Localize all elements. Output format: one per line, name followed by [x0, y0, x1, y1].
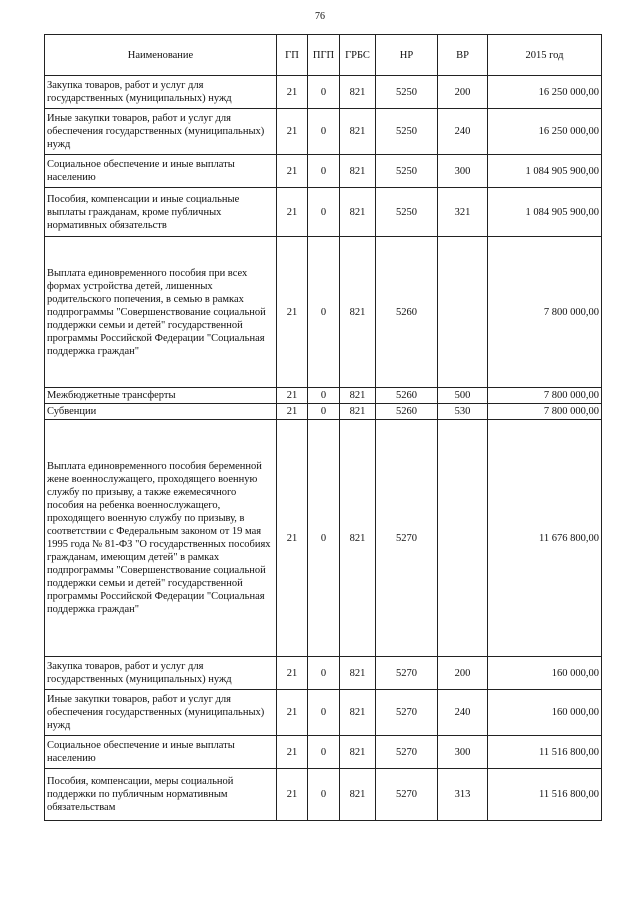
row-name: Пособия, компенсации и иные социальные выплаты гражданам, кроме публичных нормативных обязательств [45, 188, 277, 237]
row-gp: 21 [277, 388, 308, 404]
row-pgp: 0 [308, 188, 340, 237]
row-grbs: 821 [340, 690, 376, 736]
row-amount: 160 000,00 [488, 657, 602, 690]
row-gp: 21 [277, 237, 308, 388]
row-amount: 7 800 000,00 [488, 388, 602, 404]
row-np: 5250 [376, 188, 438, 237]
row-vr: 200 [438, 76, 488, 109]
row-amount: 11 516 800,00 [488, 736, 602, 769]
row-pgp: 0 [308, 404, 340, 420]
row-np: 5270 [376, 657, 438, 690]
table-row [45, 657, 602, 690]
row-name: Социальное обеспечение и иные выплаты населению [45, 155, 277, 188]
row-gp: 21 [277, 155, 308, 188]
row-grbs: 821 [340, 404, 376, 420]
row-np: 5260 [376, 388, 438, 404]
row-name: Закупка товаров, работ и услуг для государственных (муниципальных) нужд [45, 657, 277, 690]
row-vr: 240 [438, 690, 488, 736]
row-amount: 16 250 000,00 [488, 109, 602, 155]
table-row [45, 690, 602, 736]
row-np: 5250 [376, 76, 438, 109]
row-grbs: 821 [340, 237, 376, 388]
table-row [45, 76, 602, 109]
row-gp: 21 [277, 736, 308, 769]
table-row [45, 237, 602, 388]
row-np: 5270 [376, 736, 438, 769]
row-gp: 21 [277, 76, 308, 109]
header-grbs: ГРБС [340, 35, 376, 76]
row-np: 5270 [376, 690, 438, 736]
header-gp: ГП [277, 35, 308, 76]
row-amount: 7 800 000,00 [488, 237, 602, 388]
row-vr: 240 [438, 109, 488, 155]
row-vr: 313 [438, 769, 488, 821]
table-row [45, 769, 602, 821]
row-np: 5250 [376, 155, 438, 188]
row-gp: 21 [277, 404, 308, 420]
header-year: 2015 год [488, 35, 602, 76]
row-name: Выплата единовременного пособия беременной жене военнослужащего, проходящего военную службу по призыву, а также ежемесячного пособия на ребенка военнослужащего, проходящего военную службу по призыву, в соответствии с Федеральным законом от 19 мая 1995 года № 81-ФЗ "О государственных пособиях гражданам, имеющим детей" в рамках подпрограммы "Совершенствование социальной поддержки семьи и детей" государственной программы Российской Федерации "Социальная поддержка граждан" [45, 420, 277, 657]
row-gp: 21 [277, 109, 308, 155]
row-amount: 1 084 905 900,00 [488, 188, 602, 237]
row-vr: 321 [438, 188, 488, 237]
row-np: 5250 [376, 109, 438, 155]
row-name: Выплата единовременного пособия при всех формах устройства детей, лишенных родительского попечения, в семью в рамках подпрограммы "Совершенствование социальной поддержки семьи и детей" государственной программы Российской Федерации "Социальная поддержка граждан" [45, 237, 277, 388]
row-grbs: 821 [340, 109, 376, 155]
header-pgp: ПГП [308, 35, 340, 76]
row-grbs: 821 [340, 155, 376, 188]
row-grbs: 821 [340, 657, 376, 690]
row-pgp: 0 [308, 736, 340, 769]
table-row [45, 388, 602, 404]
table-row [45, 155, 602, 188]
row-vr: 530 [438, 404, 488, 420]
row-grbs: 821 [340, 76, 376, 109]
row-gp: 21 [277, 690, 308, 736]
row-pgp: 0 [308, 420, 340, 657]
row-gp: 21 [277, 188, 308, 237]
row-gp: 21 [277, 657, 308, 690]
row-amount: 1 084 905 900,00 [488, 155, 602, 188]
header-np: НР [376, 35, 438, 76]
row-name: Субвенции [45, 404, 277, 420]
row-name: Закупка товаров, работ и услуг для государственных (муниципальных) нужд [45, 76, 277, 109]
table-row [45, 404, 602, 420]
row-grbs: 821 [340, 420, 376, 657]
header-name: Наименование [45, 35, 277, 76]
row-name: Межбюджетные трансферты [45, 388, 277, 404]
row-gp: 21 [277, 769, 308, 821]
row-name: Социальное обеспечение и иные выплаты населению [45, 736, 277, 769]
row-pgp: 0 [308, 657, 340, 690]
row-amount: 16 250 000,00 [488, 76, 602, 109]
page-number: 76 [315, 11, 325, 22]
row-vr: 200 [438, 657, 488, 690]
row-amount: 11 676 800,00 [488, 420, 602, 657]
row-name: Пособия, компенсации, меры социальной поддержки по публичным нормативным обязательствам [45, 769, 277, 821]
row-grbs: 821 [340, 769, 376, 821]
row-pgp: 0 [308, 769, 340, 821]
row-amount: 7 800 000,00 [488, 404, 602, 420]
row-gp: 21 [277, 420, 308, 657]
table-row [45, 736, 602, 769]
row-grbs: 821 [340, 188, 376, 237]
row-np: 5270 [376, 769, 438, 821]
row-np: 5260 [376, 404, 438, 420]
row-amount: 11 516 800,00 [488, 769, 602, 821]
row-vr: 300 [438, 155, 488, 188]
table-row [45, 109, 602, 155]
row-np: 5260 [376, 237, 438, 388]
row-pgp: 0 [308, 155, 340, 188]
row-vr [438, 420, 488, 657]
row-pgp: 0 [308, 237, 340, 388]
row-vr: 500 [438, 388, 488, 404]
table-row [45, 420, 602, 657]
row-pgp: 0 [308, 76, 340, 109]
budget-table [44, 34, 602, 821]
row-np: 5270 [376, 420, 438, 657]
row-vr: 300 [438, 736, 488, 769]
row-vr [438, 237, 488, 388]
row-pgp: 0 [308, 109, 340, 155]
header-vr: ВР [438, 35, 488, 76]
row-pgp: 0 [308, 690, 340, 736]
row-grbs: 821 [340, 388, 376, 404]
row-amount: 160 000,00 [488, 690, 602, 736]
row-name: Иные закупки товаров, работ и услуг для обеспечения государственных (муниципальных) нужд [45, 690, 277, 736]
row-pgp: 0 [308, 388, 340, 404]
row-grbs: 821 [340, 736, 376, 769]
header-row [45, 35, 602, 76]
table-row [45, 188, 602, 237]
row-name: Иные закупки товаров, работ и услуг для обеспечения государственных (муниципальных) нужд [45, 109, 277, 155]
